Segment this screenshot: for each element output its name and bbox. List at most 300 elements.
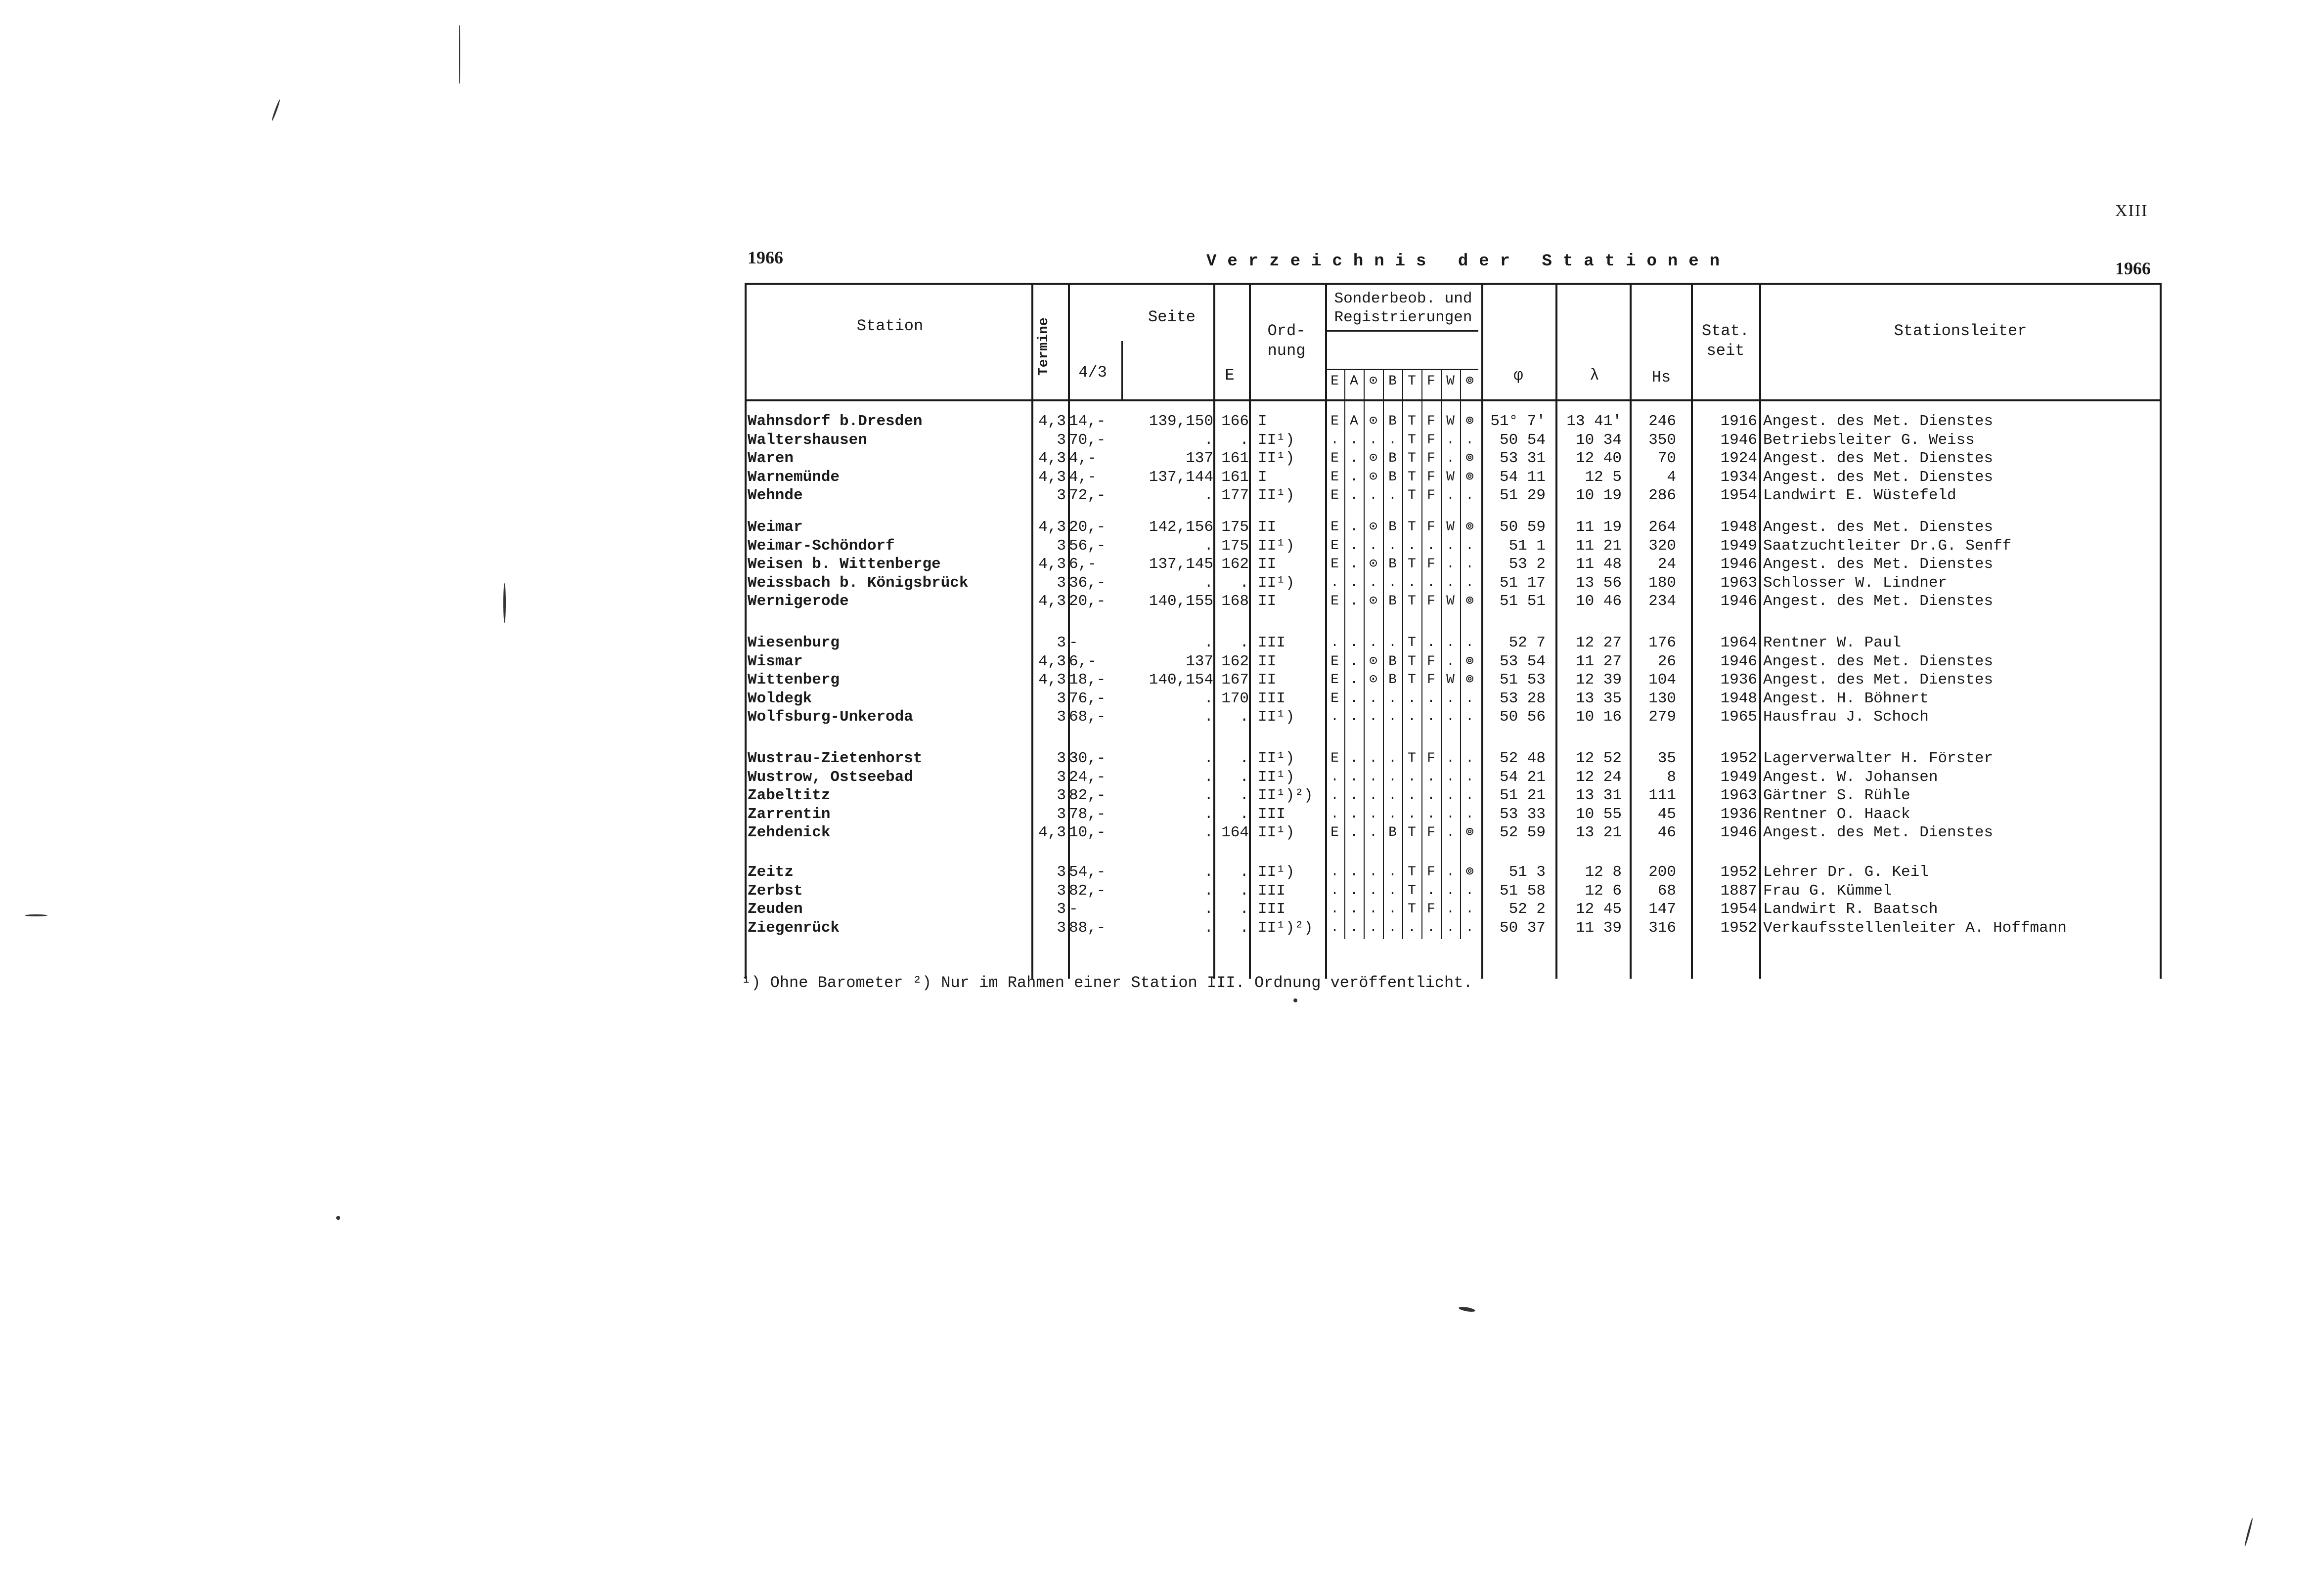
cell-flag: B xyxy=(1388,451,1397,466)
cell-flag: . xyxy=(1388,690,1397,706)
cell-flag: ⊙ xyxy=(1369,672,1377,688)
column-rule xyxy=(745,283,747,979)
cell-hs: 180 xyxy=(1648,574,1676,592)
cell-hs: 264 xyxy=(1648,518,1676,536)
cell-s43: 18,- xyxy=(1069,671,1106,689)
cell-flag: . xyxy=(1465,690,1474,706)
cell-termine: 4,3 xyxy=(1038,556,1066,573)
cell-station: Wahnsdorf b.Dresden xyxy=(748,413,923,430)
cell-hs: 8 xyxy=(1667,768,1676,786)
cell-flag: T xyxy=(1408,751,1416,766)
cell-flag: . xyxy=(1465,902,1474,917)
cell-s43: 20,- xyxy=(1069,518,1106,536)
cell-station: Zabeltitz xyxy=(748,787,831,804)
cell-flag: . xyxy=(1350,557,1358,572)
cell-flag: . xyxy=(1446,883,1455,899)
cell-seit: 1936 xyxy=(1720,805,1757,823)
cell-phi: 51 17 xyxy=(1499,574,1546,592)
cell-flag: . xyxy=(1446,769,1455,785)
cell-flag: . xyxy=(1408,538,1416,554)
cell-lambda: 12 24 xyxy=(1575,768,1622,786)
header-stat-seit: Stat. seit xyxy=(1701,322,1749,360)
cell-seit: 1949 xyxy=(1720,537,1757,555)
header-hs: Hs xyxy=(1651,368,1671,387)
cell-flag: . xyxy=(1330,864,1339,880)
cell-flag: B xyxy=(1388,653,1397,669)
cell-hs: 70 xyxy=(1657,450,1676,467)
cell-hs: 279 xyxy=(1648,708,1676,726)
cell-lambda: 12 39 xyxy=(1575,671,1622,689)
cell-seit: 1916 xyxy=(1720,413,1757,430)
scan-speck xyxy=(1459,1306,1476,1313)
cell-flag: ⊙ xyxy=(1369,414,1377,429)
cell-lambda: 10 46 xyxy=(1575,593,1622,610)
column-rule xyxy=(1691,283,1693,979)
cell-flag: . xyxy=(1446,825,1455,840)
cell-hs: 234 xyxy=(1648,593,1676,610)
cell-flag: . xyxy=(1350,806,1358,822)
cell-flag: . xyxy=(1465,709,1474,725)
cell-ordnung: II¹) xyxy=(1258,537,1295,555)
cell-termine: 3 xyxy=(1057,805,1066,823)
cell-seit: 1924 xyxy=(1720,450,1757,467)
cell-lambda: 11 48 xyxy=(1575,556,1622,573)
cell-flag: . xyxy=(1350,920,1358,936)
cell-hs: 246 xyxy=(1648,413,1676,430)
cell-seite: . xyxy=(1204,431,1213,449)
cell-termine: 3 xyxy=(1057,787,1066,804)
cell-seite: . xyxy=(1204,537,1213,555)
cell-seite: 140,154 xyxy=(1149,671,1213,689)
cell-termine: 3 xyxy=(1057,919,1066,937)
cell-lambda: 12 40 xyxy=(1575,450,1622,467)
cell-seit: 1952 xyxy=(1720,919,1757,937)
cell-termine: 3 xyxy=(1057,574,1066,592)
cell-lambda: 10 19 xyxy=(1575,487,1622,504)
cell-seit: 1887 xyxy=(1720,882,1757,900)
cell-flag: . xyxy=(1350,594,1358,609)
cell-seite: . xyxy=(1204,805,1213,823)
cell-seit: 1952 xyxy=(1720,863,1757,881)
cell-flag: T xyxy=(1408,883,1416,899)
cell-seit: 1963 xyxy=(1720,787,1757,804)
cell-ordnung: II¹) xyxy=(1258,450,1295,467)
cell-s43: 68,- xyxy=(1069,708,1106,726)
cell-flag: F xyxy=(1427,672,1435,688)
cell-flag: . xyxy=(1350,864,1358,880)
cell-lambda: 10 34 xyxy=(1575,431,1622,449)
cell-flag: T xyxy=(1408,519,1416,535)
cell-flag: . xyxy=(1330,883,1339,899)
cell-seit: 1954 xyxy=(1720,901,1757,918)
cell-flag: F xyxy=(1427,557,1435,572)
cell-ordnung: II¹) xyxy=(1258,750,1295,767)
cell-leiter: Angest. des Met. Dienstes xyxy=(1763,652,1994,670)
cell-station: Waren xyxy=(748,450,794,467)
cell-flag: ⊚ xyxy=(1465,864,1474,880)
cell-station: Weimar xyxy=(748,518,803,536)
cell-ordnung: III xyxy=(1258,634,1286,651)
cell-flag: E xyxy=(1330,519,1339,535)
cell-flag: . xyxy=(1350,519,1358,535)
cell-hs: 26 xyxy=(1657,652,1676,670)
cell-hs: 350 xyxy=(1648,431,1676,449)
cell-flag: ⊚ xyxy=(1465,653,1474,669)
cell-station: Zeitz xyxy=(748,863,794,881)
scan-speck xyxy=(1293,998,1297,1002)
header-station: Station xyxy=(856,317,924,335)
cell-termine: 3 xyxy=(1057,708,1066,726)
cell-leiter: Angest. des Met. Dienstes xyxy=(1763,413,1994,430)
cell-station: Wehnde xyxy=(748,487,803,504)
cell-e: . xyxy=(1240,768,1249,786)
cell-e: 175 xyxy=(1221,537,1249,555)
header-seite: Seite xyxy=(1148,308,1196,326)
cell-flag: . xyxy=(1369,690,1377,706)
cell-lambda: 12 8 xyxy=(1585,863,1622,881)
cell-phi: 53 33 xyxy=(1499,805,1546,823)
cell-s43: 20,- xyxy=(1069,593,1106,610)
cell-termine: 3 xyxy=(1057,768,1066,786)
cell-station: Wustrow, Ostseebad xyxy=(748,768,913,786)
cell-flag: . xyxy=(1427,769,1435,785)
cell-seit: 1946 xyxy=(1720,593,1757,610)
cell-s43: 6,- xyxy=(1069,556,1097,573)
cell-lambda: 12 5 xyxy=(1585,468,1622,486)
cell-s43: 14,- xyxy=(1069,413,1106,430)
cell-seite: 137,144 xyxy=(1149,468,1213,486)
cell-ordnung: II¹) xyxy=(1258,768,1295,786)
cell-e: 166 xyxy=(1221,413,1249,430)
cell-station: Wolfsburg-Unkeroda xyxy=(748,708,913,726)
cell-flag: ⊚ xyxy=(1465,594,1474,609)
cell-flag: . xyxy=(1465,788,1474,803)
cell-seite: 142,156 xyxy=(1149,518,1213,536)
header-lambda: λ xyxy=(1590,366,1599,385)
cell-station: Warnemünde xyxy=(748,468,840,486)
cell-flag: F xyxy=(1427,751,1435,766)
scan-speck xyxy=(25,914,47,916)
cell-ordnung: II xyxy=(1258,556,1277,573)
cell-flag: B xyxy=(1388,519,1397,535)
header-ordnung: Ord- nung xyxy=(1267,322,1306,360)
cell-termine: 4,3 xyxy=(1038,413,1066,430)
cell-flag: . xyxy=(1465,769,1474,785)
cell-phi: 51° 7′ xyxy=(1490,413,1546,430)
cell-termine: 3 xyxy=(1057,537,1066,555)
header-sonder: Sonderbeob. und Registrierungen xyxy=(1334,290,1472,326)
cell-s43: 36,- xyxy=(1069,574,1106,592)
cell-flag: . xyxy=(1369,769,1377,785)
cell-seit: 1963 xyxy=(1720,574,1757,592)
cell-phi: 53 2 xyxy=(1508,556,1546,573)
scan-speck xyxy=(503,583,506,623)
sonder-col-head: T xyxy=(1408,374,1416,389)
cell-station: Wustrau-Zietenhorst xyxy=(748,750,923,767)
cell-phi: 51 21 xyxy=(1499,787,1546,804)
cell-flag: . xyxy=(1465,635,1474,650)
cell-leiter: Betriebsleiter G. Weiss xyxy=(1763,431,1975,449)
cell-s43: 88,- xyxy=(1069,919,1106,937)
cell-flag: . xyxy=(1330,575,1339,591)
cell-leiter: Rentner O. Haack xyxy=(1763,805,1910,823)
cell-phi: 52 48 xyxy=(1499,750,1546,767)
cell-flag: F xyxy=(1427,488,1435,503)
cell-ordnung: III xyxy=(1258,901,1286,918)
cell-flag: E xyxy=(1330,690,1339,706)
cell-ordnung: II xyxy=(1258,518,1277,536)
cell-seite: . xyxy=(1204,634,1213,651)
sonder-col-head: B xyxy=(1388,374,1397,389)
cell-e: . xyxy=(1240,708,1249,726)
cell-termine: 4,3 xyxy=(1038,518,1066,536)
cell-ordnung: II¹) xyxy=(1258,487,1295,504)
cell-flag: . xyxy=(1388,751,1397,766)
cell-s43: 72,- xyxy=(1069,487,1106,504)
cell-flag: F xyxy=(1427,469,1435,485)
cell-flag: . xyxy=(1465,883,1474,899)
cell-flag: . xyxy=(1465,538,1474,554)
cell-termine: 3 xyxy=(1057,634,1066,651)
cell-flag: T xyxy=(1408,825,1416,840)
cell-leiter: Angest. des Met. Dienstes xyxy=(1763,824,1994,841)
cell-e: 175 xyxy=(1221,518,1249,536)
header-leiter: Stationsleiter xyxy=(1894,322,2027,340)
cell-ordnung: II xyxy=(1258,671,1277,689)
cell-phi: 50 37 xyxy=(1499,919,1546,937)
cell-e: . xyxy=(1240,919,1249,937)
cell-leiter: Hausfrau J. Schoch xyxy=(1763,708,1929,726)
cell-seite: . xyxy=(1204,863,1213,881)
cell-s43: 6,- xyxy=(1069,652,1097,670)
cell-ordnung: II xyxy=(1258,593,1277,610)
cell-flag: . xyxy=(1350,690,1358,706)
cell-flag: E xyxy=(1330,469,1339,485)
cell-s43: 82,- xyxy=(1069,787,1106,804)
cell-seit: 1946 xyxy=(1720,431,1757,449)
cell-flag: E xyxy=(1330,594,1339,609)
cell-leiter: Schlosser W. Lindner xyxy=(1763,574,1948,592)
cell-phi: 50 56 xyxy=(1499,708,1546,726)
cell-termine: 4,3 xyxy=(1038,824,1066,841)
cell-e: . xyxy=(1240,787,1249,804)
cell-flag: F xyxy=(1427,432,1435,448)
cell-lambda: 13 21 xyxy=(1575,824,1622,841)
cell-e: 170 xyxy=(1221,690,1249,707)
page-number: XIII xyxy=(2115,202,2148,220)
cell-ordnung: II¹) xyxy=(1258,574,1295,592)
cell-hs: 46 xyxy=(1657,824,1676,841)
cell-flag: . xyxy=(1388,538,1397,554)
cell-ordnung: II¹) xyxy=(1258,824,1295,841)
cell-phi: 51 58 xyxy=(1499,882,1546,900)
sonder-col-head: ⊚ xyxy=(1465,374,1474,389)
cell-s43: 30,- xyxy=(1069,750,1106,767)
cell-flag: . xyxy=(1369,806,1377,822)
cell-e: . xyxy=(1240,750,1249,767)
cell-flag: F xyxy=(1427,519,1435,535)
cell-hs: 200 xyxy=(1648,863,1676,881)
cell-flag: . xyxy=(1446,902,1455,917)
cell-flag: . xyxy=(1427,575,1435,591)
cell-flag: . xyxy=(1408,920,1416,936)
cell-leiter: Frau G. Kümmel xyxy=(1763,882,1892,900)
cell-ordnung: III xyxy=(1258,805,1286,823)
cell-flag: . xyxy=(1427,788,1435,803)
cell-flag: . xyxy=(1388,635,1397,650)
cell-phi: 53 28 xyxy=(1499,690,1546,707)
cell-s43: 78,- xyxy=(1069,805,1106,823)
cell-flag: E xyxy=(1330,825,1339,840)
cell-ordnung: II xyxy=(1258,652,1277,670)
cell-e: . xyxy=(1240,574,1249,592)
cell-flag: . xyxy=(1388,488,1397,503)
cell-station: Weisen b. Wittenberge xyxy=(748,556,941,573)
cell-e: . xyxy=(1240,805,1249,823)
cell-lambda: 11 19 xyxy=(1575,518,1622,536)
cell-termine: 4,3 xyxy=(1038,671,1066,689)
cell-leiter: Angest. des Met. Dienstes xyxy=(1763,671,1994,689)
cell-flag: . xyxy=(1330,902,1339,917)
cell-flag: E xyxy=(1330,557,1339,572)
cell-ordnung: II¹) xyxy=(1258,431,1295,449)
cell-flag: . xyxy=(1408,690,1416,706)
cell-flag: ⊚ xyxy=(1465,519,1474,535)
cell-seit: 1946 xyxy=(1720,824,1757,841)
cell-station: Waltershausen xyxy=(748,431,867,449)
cell-seite: . xyxy=(1204,882,1213,900)
scan-speck xyxy=(271,99,280,122)
cell-termine: 4,3 xyxy=(1038,450,1066,467)
cell-lambda: 10 55 xyxy=(1575,805,1622,823)
cell-ordnung: I xyxy=(1258,468,1267,486)
header-seite-e: E xyxy=(1225,366,1235,385)
cell-flag: . xyxy=(1446,751,1455,766)
cell-leiter: Angest. des Met. Dienstes xyxy=(1763,593,1994,610)
cell-leiter: Rentner W. Paul xyxy=(1763,634,1902,651)
cell-flag: ⊙ xyxy=(1369,451,1377,466)
cell-termine: 3 xyxy=(1057,487,1066,504)
cell-flag: . xyxy=(1465,751,1474,766)
footnote: ¹) Ohne Barometer ²) Nur im Rahmen einer Station III. Ordnung veröffentlicht. xyxy=(742,974,1473,992)
cell-flag: . xyxy=(1388,788,1397,803)
cell-flag: F xyxy=(1427,902,1435,917)
cell-flag: . xyxy=(1388,902,1397,917)
cell-termine: 3 xyxy=(1057,882,1066,900)
cell-flag: T xyxy=(1408,488,1416,503)
cell-leiter: Landwirt E. Wüstefeld xyxy=(1763,487,1956,504)
cell-flag: ⊚ xyxy=(1465,469,1474,485)
cell-flag: F xyxy=(1427,594,1435,609)
cell-e: 161 xyxy=(1221,450,1249,467)
cell-flag: . xyxy=(1427,806,1435,822)
cell-flag: . xyxy=(1350,575,1358,591)
cell-seite: . xyxy=(1204,901,1213,918)
cell-termine: 4,3 xyxy=(1038,652,1066,670)
cell-flag: . xyxy=(1446,864,1455,880)
cell-flag: ⊙ xyxy=(1369,557,1377,572)
cell-hs: 45 xyxy=(1657,805,1676,823)
cell-leiter: Verkaufsstellenleiter A. Hoffmann xyxy=(1763,919,2067,937)
cell-flag: . xyxy=(1408,575,1416,591)
cell-flag: F xyxy=(1427,451,1435,466)
cell-s43: - xyxy=(1069,634,1078,651)
cell-flag: ⊙ xyxy=(1369,653,1377,669)
cell-flag: . xyxy=(1350,825,1358,840)
cell-flag: . xyxy=(1465,557,1474,572)
cell-seit: 1965 xyxy=(1720,708,1757,726)
cell-flag: ⊚ xyxy=(1465,825,1474,840)
cell-hs: 35 xyxy=(1657,750,1676,767)
cell-lambda: 11 39 xyxy=(1575,919,1622,937)
cell-e: 161 xyxy=(1221,468,1249,486)
cell-flag: W xyxy=(1446,469,1455,485)
cell-flag: . xyxy=(1369,538,1377,554)
cell-s43: 70,- xyxy=(1069,431,1106,449)
cell-s43: - xyxy=(1069,901,1078,918)
cell-flag: B xyxy=(1388,825,1397,840)
cell-flag: . xyxy=(1330,806,1339,822)
cell-flag: E xyxy=(1330,451,1339,466)
cell-e: . xyxy=(1240,901,1249,918)
cell-s43: 54,- xyxy=(1069,863,1106,881)
cell-e: 164 xyxy=(1221,824,1249,841)
cell-ordnung: II¹) xyxy=(1258,708,1295,726)
cell-flag: . xyxy=(1388,575,1397,591)
cell-leiter: Angest. des Met. Dienstes xyxy=(1763,518,1994,536)
cell-flag: B xyxy=(1388,414,1397,429)
cell-seit: 1946 xyxy=(1720,652,1757,670)
cell-hs: 320 xyxy=(1648,537,1676,555)
cell-phi: 50 59 xyxy=(1499,518,1546,536)
column-rule xyxy=(1759,283,1761,979)
cell-flag: . xyxy=(1388,883,1397,899)
cell-seite: 137 xyxy=(1186,652,1213,670)
cell-ordnung: I xyxy=(1258,413,1267,430)
cell-flag: T xyxy=(1408,432,1416,448)
cell-leiter: Lehrer Dr. G. Keil xyxy=(1763,863,1929,881)
cell-termine: 3 xyxy=(1057,431,1066,449)
scan-speck xyxy=(2244,1518,2253,1547)
cell-seit: 1936 xyxy=(1720,671,1757,689)
column-rule xyxy=(1031,283,1033,979)
cell-e: 162 xyxy=(1221,652,1249,670)
cell-station: Zeuden xyxy=(748,901,803,918)
cell-flag: . xyxy=(1369,920,1377,936)
cell-seite: . xyxy=(1204,750,1213,767)
cell-s43: 10,- xyxy=(1069,824,1106,841)
cell-flag: . xyxy=(1369,825,1377,840)
cell-flag: . xyxy=(1350,883,1358,899)
cell-seit: 1934 xyxy=(1720,468,1757,486)
cell-flag: . xyxy=(1330,788,1339,803)
cell-phi: 53 54 xyxy=(1499,652,1546,670)
cell-seite: . xyxy=(1204,787,1213,804)
cell-flag: F xyxy=(1427,414,1435,429)
cell-seite: 139,150 xyxy=(1149,413,1213,430)
cell-flag: T xyxy=(1408,469,1416,485)
cell-termine: 3 xyxy=(1057,690,1066,707)
cell-s43: 82,- xyxy=(1069,882,1106,900)
cell-lambda: 12 27 xyxy=(1575,634,1622,651)
sonder-subrule xyxy=(1325,369,1478,370)
cell-flag: . xyxy=(1369,788,1377,803)
cell-termine: 4,3 xyxy=(1038,468,1066,486)
cell-e: . xyxy=(1240,634,1249,651)
cell-flag: . xyxy=(1388,432,1397,448)
cell-leiter: Angest. H. Böhnert xyxy=(1763,690,1929,707)
header-termine: Termine xyxy=(1036,317,1052,376)
